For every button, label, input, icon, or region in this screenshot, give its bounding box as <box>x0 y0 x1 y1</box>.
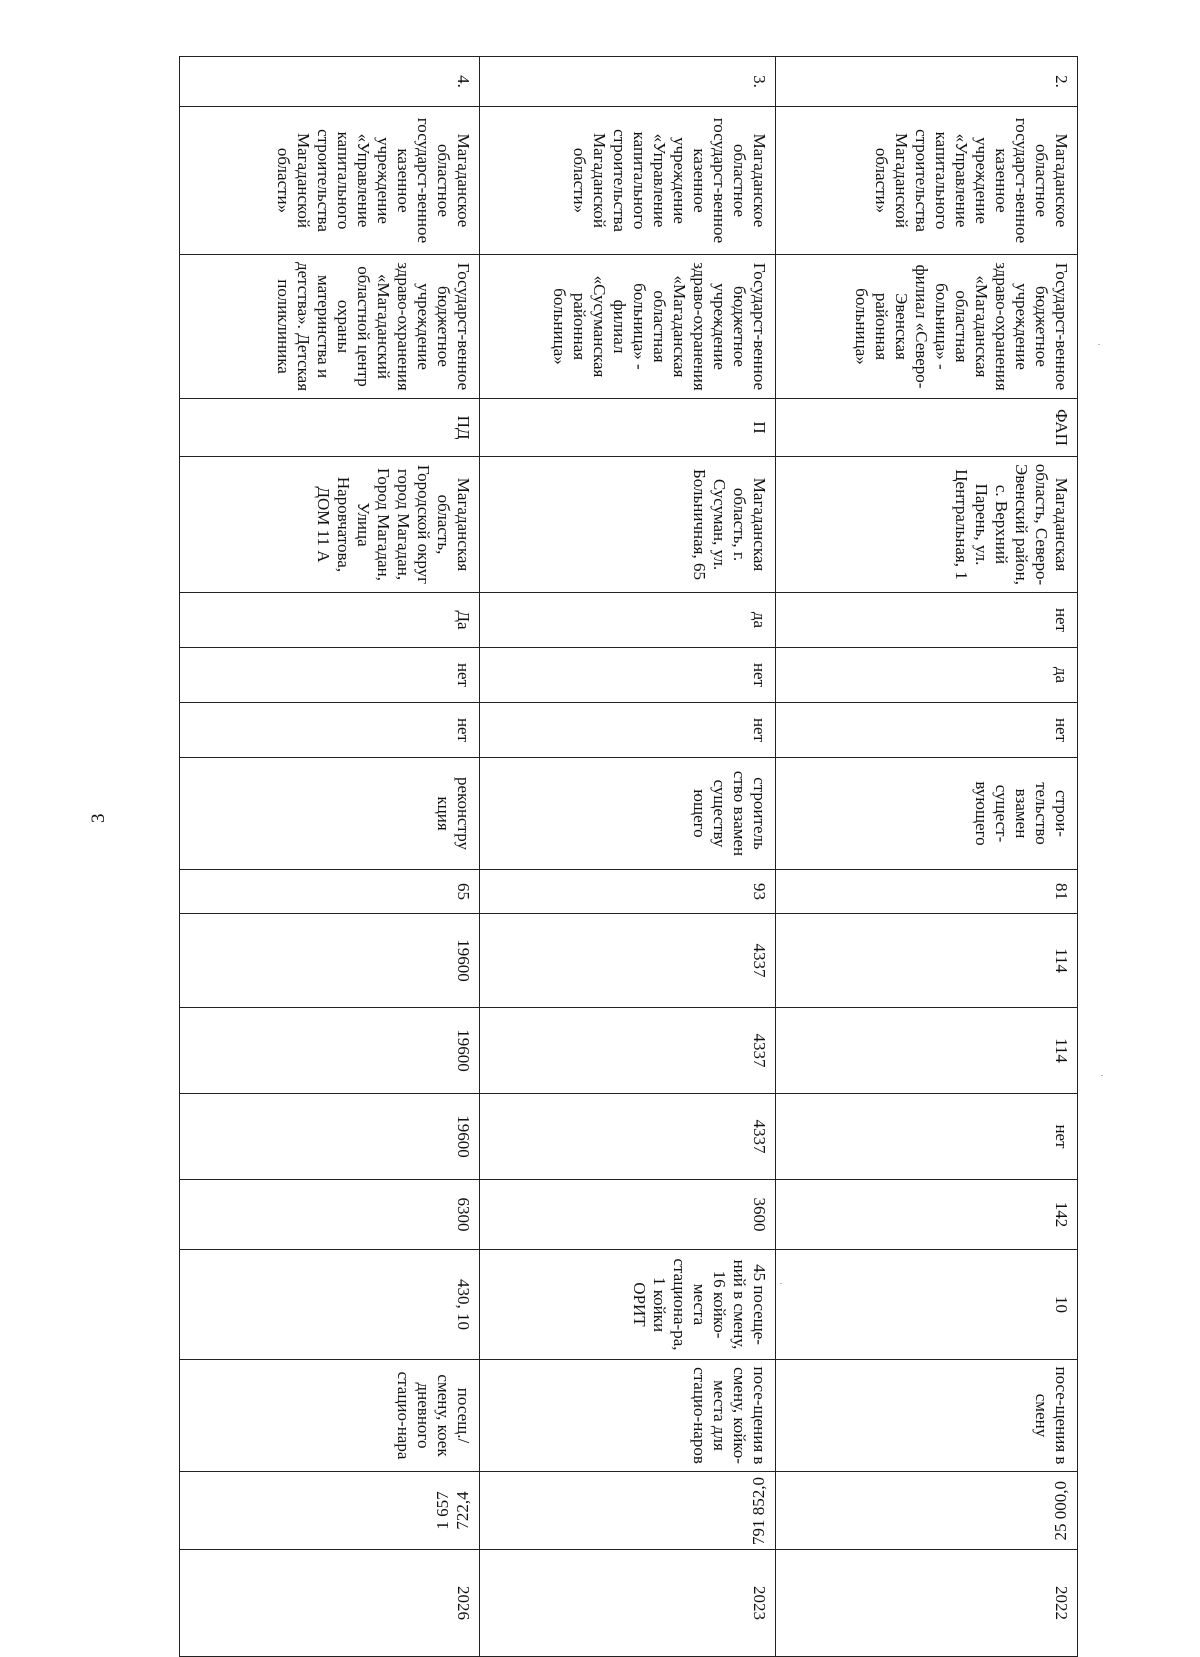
object-type-cell: ФАП <box>776 399 1078 457</box>
customer-cell: Магаданское областное государст-венное казенное учреждение «Управление капитального строительства Магаданской области» <box>180 107 480 255</box>
cost-cell <box>180 1472 480 1550</box>
value-cell-3: 19600 <box>180 1094 480 1180</box>
scan-speck <box>1098 344 1100 345</box>
objects-table <box>179 56 1078 1657</box>
capacity-unit-cell: посе-щения в смену <box>776 1360 1078 1472</box>
rotated-table-wrapper <box>138 56 1078 1656</box>
year-cell: 2022 <box>776 1550 1078 1657</box>
value-cell-1: 114 <box>776 914 1078 1008</box>
wear-percent-cell: 65 <box>180 870 480 914</box>
value-cell-1: 19600 <box>180 914 480 1008</box>
criterion-1-cell: Да <box>180 593 480 648</box>
criterion-3-cell: нет <box>480 703 776 758</box>
value-cell-3: 4337 <box>480 1094 776 1180</box>
capacity-unit-cell: посещ./ смену, коек дневного стацио-нара <box>180 1360 480 1472</box>
capacity-cell: 45 посеще-ний в смену, 16 койко-места стациона-ра, 1 койки ОРИТ <box>480 1250 776 1360</box>
scan-speck <box>780 1283 782 1284</box>
cost-value: 25 000,0 <box>1051 1480 1070 1541</box>
table-row <box>776 57 1078 1657</box>
wear-percent-cell: 93 <box>480 870 776 914</box>
value-cell-2: 19600 <box>180 1008 480 1094</box>
address-cell: Магаданская область, Северо-Эвенский район, с. Верхний Парень, ул. Центральная, 1 <box>776 457 1078 593</box>
criterion-3-cell: нет <box>776 703 1078 758</box>
cost-cell <box>480 1472 776 1550</box>
criterion-3-cell: нет <box>180 703 480 758</box>
row-number: 4. <box>180 57 480 107</box>
criterion-1-cell: да <box>480 593 776 648</box>
value-cell-4: 142 <box>776 1180 1078 1250</box>
value-cell-3: нет <box>776 1094 1078 1180</box>
value-cell-4: 6300 <box>180 1180 480 1250</box>
work-type-cell: строитель ство взамен существу ющего <box>480 758 776 870</box>
institution-cell: Государст-венное бюджетное учреждение здраво-охранения «Магаданская областная больница» - филиал «Сусуманская районная больница» <box>480 255 776 399</box>
table-row <box>480 57 776 1657</box>
cost-cell <box>776 1472 1078 1550</box>
criterion-1-cell: нет <box>776 593 1078 648</box>
row-number: 2. <box>776 57 1078 107</box>
year-cell: 2026 <box>180 1550 480 1657</box>
page-number: 3 <box>88 813 109 823</box>
year-cell: 2023 <box>480 1550 776 1657</box>
value-cell-1: 4337 <box>480 914 776 1008</box>
capacity-cell: 10 <box>776 1250 1078 1360</box>
cost-value: 791 852,0 <box>749 1476 768 1545</box>
scan-speck <box>1101 1075 1103 1076</box>
criterion-2-cell: да <box>776 648 1078 703</box>
value-cell-2: 4337 <box>480 1008 776 1094</box>
value-cell-4: 3600 <box>480 1180 776 1250</box>
address-cell: Магаданская область, Городской округ город Магадан, Город Магадан, Улица Наровчатова, ДОМ 11 А <box>180 457 480 593</box>
criterion-2-cell: нет <box>180 648 480 703</box>
wear-percent-cell: 81 <box>776 870 1078 914</box>
capacity-cell: 430, 10 <box>180 1250 480 1360</box>
address-cell: Магаданская область, г. Сусуман, ул. Больничная, 65 <box>480 457 776 593</box>
customer-cell: Магаданское областное государст-венное казенное учреждение «Управление капитального строительства Магаданской области» <box>776 107 1078 255</box>
work-type-cell: строи-тельство взамен сущест-вующего <box>776 758 1078 870</box>
capacity-unit-cell: посе-щения в смену, койко-места для стацио-наров <box>480 1360 776 1472</box>
value-cell-2: 114 <box>776 1008 1078 1094</box>
customer-cell: Магаданское областное государст-венное казенное учреждение «Управление капитального строительства Магаданской области» <box>480 107 776 255</box>
table-row <box>180 57 480 1657</box>
institution-cell: Государст-венное бюджетное учреждение здраво-охранения «Магаданский областной центр охраны материнства и детства». Детская поликлиника <box>180 255 480 399</box>
institution-cell: Государст-венное бюджетное учреждение здраво-охранения «Магаданская областная больница» - филиал «Северо-Эвенская районная больница» <box>776 255 1078 399</box>
criterion-2-cell: нет <box>480 648 776 703</box>
row-number: 3. <box>480 57 776 107</box>
cost-value: 1 657 722,4 <box>433 1491 472 1530</box>
work-type-cell: реконстру кция <box>180 758 480 870</box>
object-type-cell: П <box>480 399 776 457</box>
object-type-cell: ПД <box>180 399 480 457</box>
